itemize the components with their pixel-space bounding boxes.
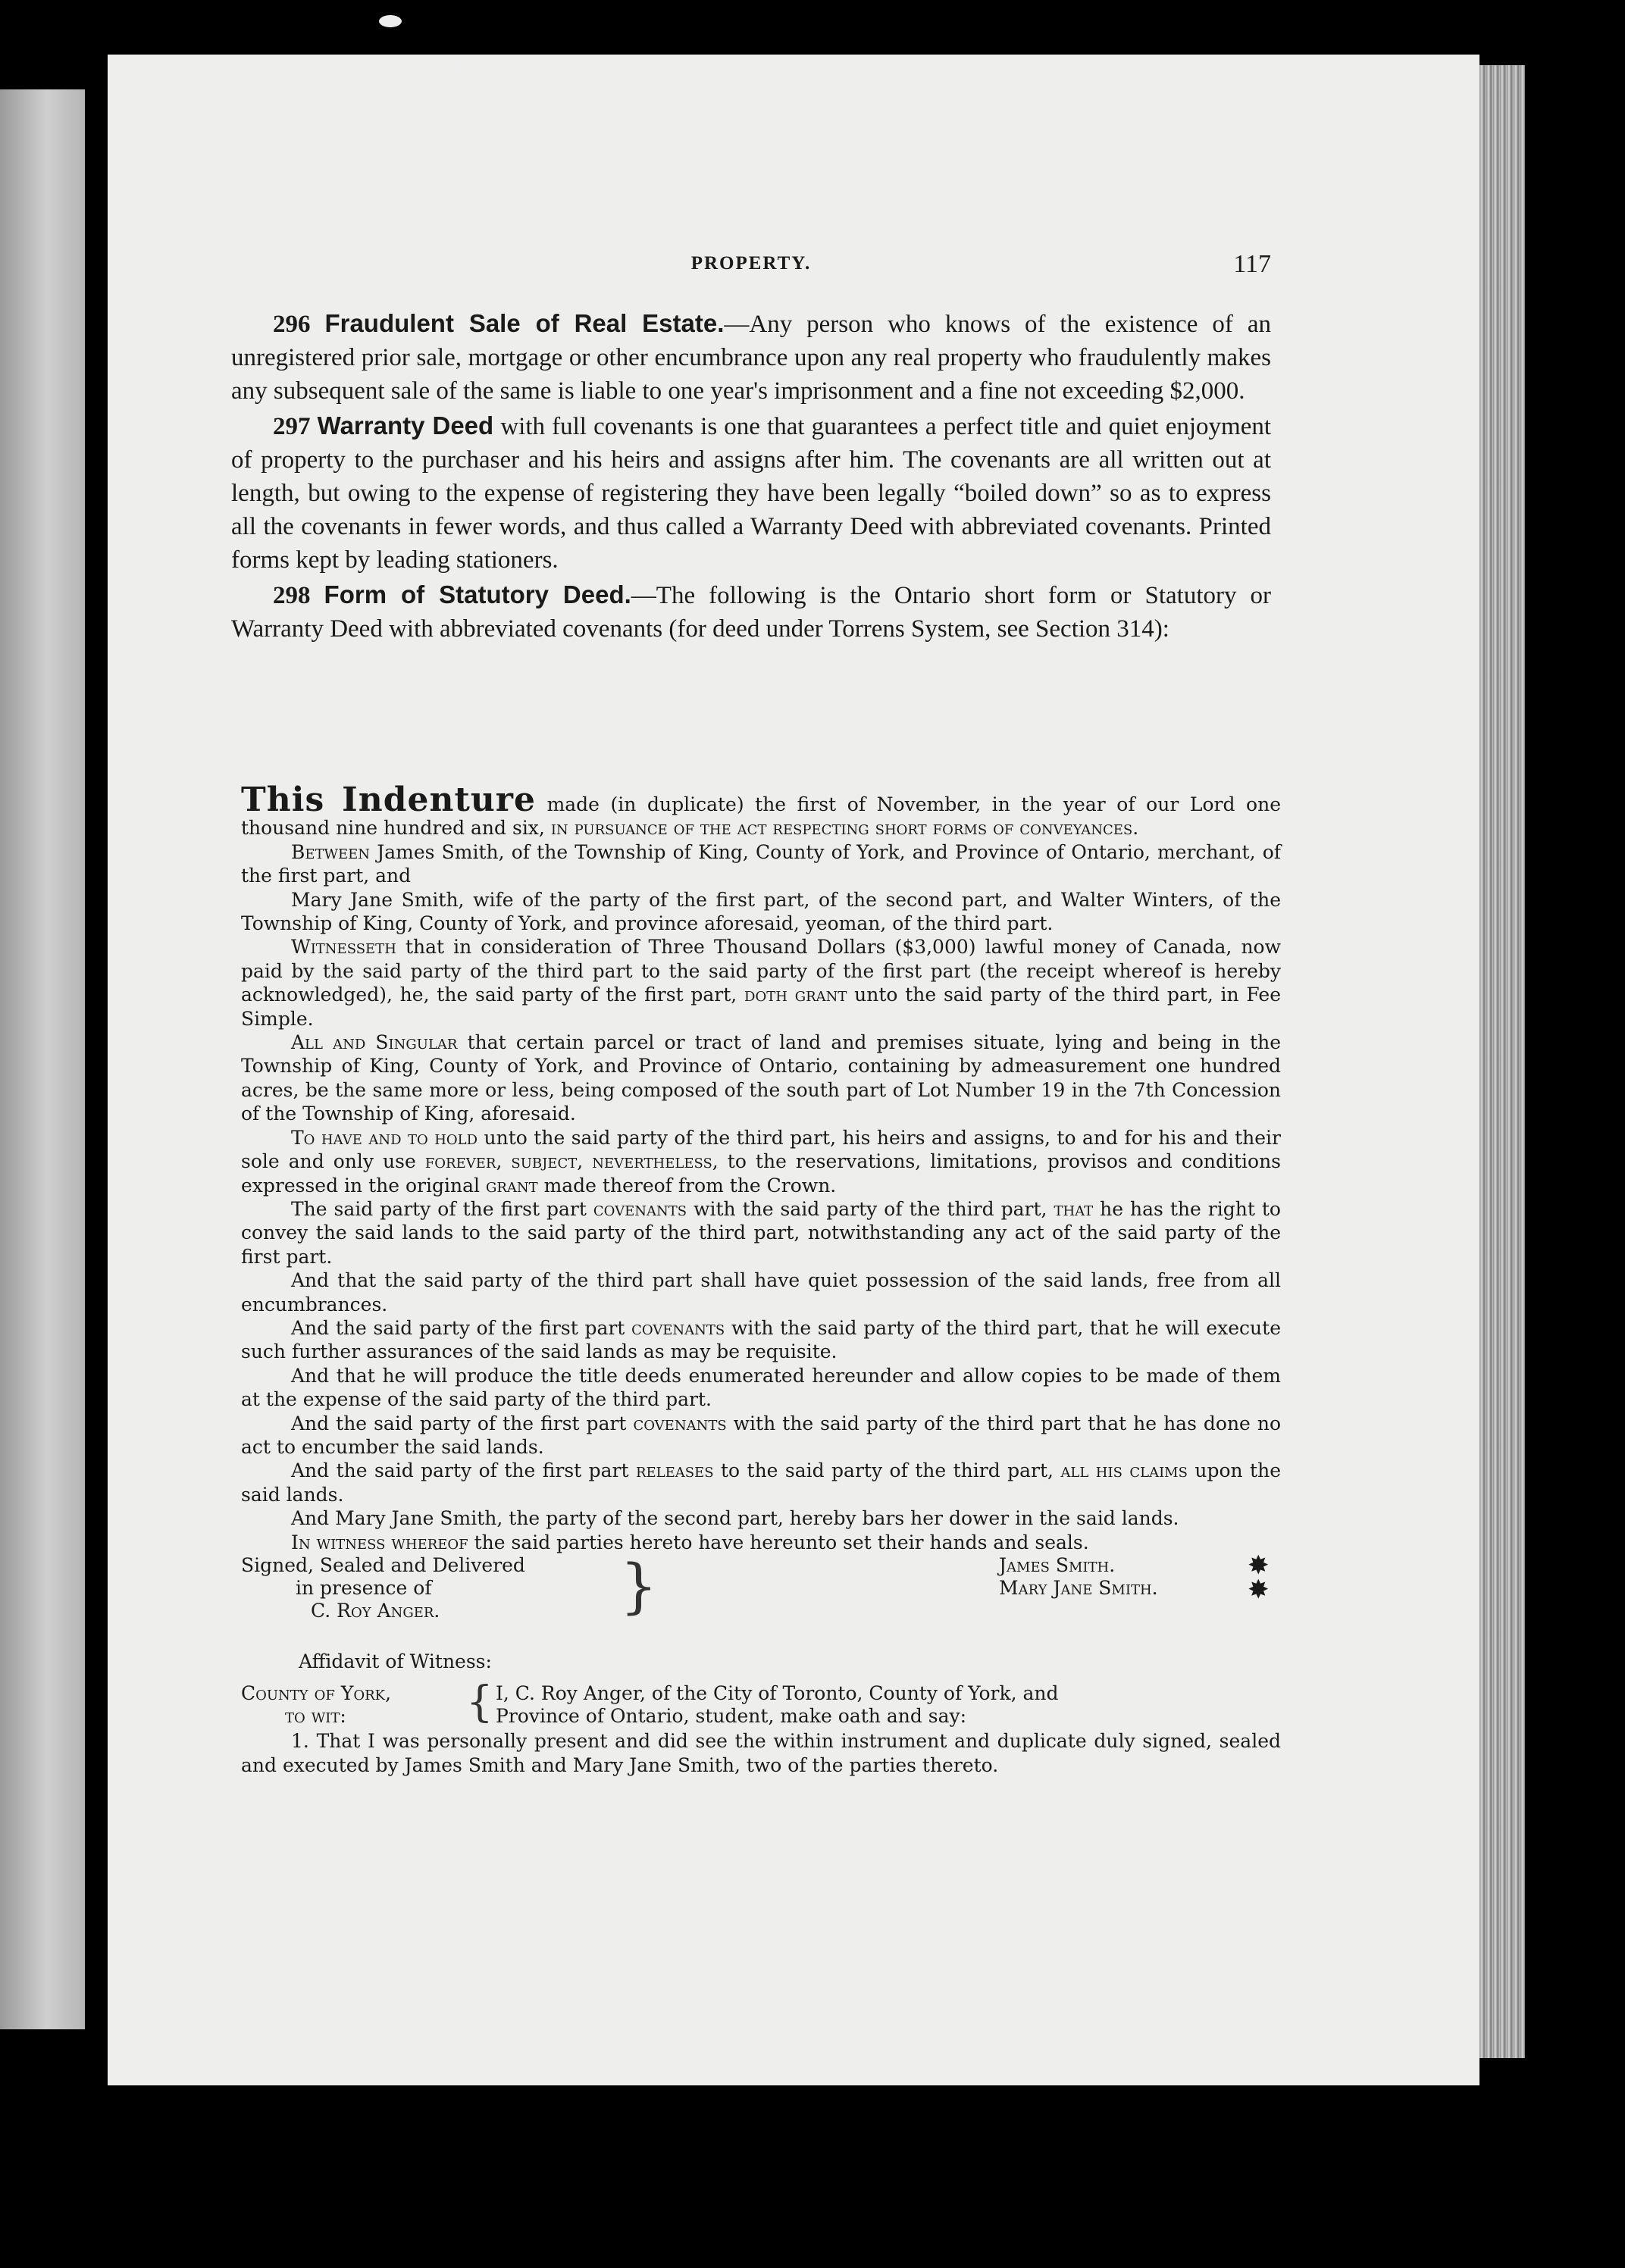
section-number: 297 xyxy=(273,413,311,440)
scan-speck xyxy=(451,62,460,71)
section-296 xyxy=(231,307,1271,408)
statute-sections xyxy=(231,307,1271,647)
in-witness-text: the said parties hereto have hereunto set their hands and seals. xyxy=(468,1531,1089,1553)
deed-witnesseth xyxy=(241,935,1281,1031)
section-title: Form of Statutory Deed. xyxy=(324,580,631,608)
witnesseth-text: that in consideration of Three Thousand Dollars ($3,000) lawful money of Canada, now paid by the said party of the third part to the said party of the first part (the receipt whereof is hereby acknowledged), he, the said party of the first part, xyxy=(241,936,1281,1006)
attestation xyxy=(241,1554,525,1622)
facing-page-edge xyxy=(0,89,85,2029)
affidavit-venue xyxy=(241,1678,1281,1729)
signature-mary-jane-smith: Mary Jane Smith. xyxy=(999,1577,1158,1599)
deed-covenant-quiet-possession: And that the said party of the third part shall have quiet possession of the said lands, free from all encumbrances. xyxy=(241,1269,1281,1315)
section-text: —The following is the Ontario short form or Statutory or Warranty Deed with abbreviated covenants (for deed under Torrens System, see Section 314): xyxy=(231,582,1272,643)
covenant-text: upon the said lands. xyxy=(241,1459,1281,1506)
section-title: Fraudulent Sale of Real Estate. xyxy=(324,309,725,337)
deed-between xyxy=(241,840,1281,888)
to-have-text-2: to the reservations, limitations, provisos and conditions expressed in the original xyxy=(241,1150,1281,1197)
covenant-text: The said party of the first part xyxy=(291,1197,593,1220)
signature-block xyxy=(241,1550,1281,1622)
brace-glyph: } xyxy=(620,1553,658,1621)
county-line-1: County of York, xyxy=(241,1682,392,1705)
covenants-caps: covenants xyxy=(631,1316,725,1339)
deed-covenant-further-assurance xyxy=(241,1316,1281,1364)
deed-habendum xyxy=(241,1126,1281,1197)
section-number: 298 xyxy=(273,582,311,609)
page-number: 117 xyxy=(1233,250,1271,278)
covenant-text: with the said party of the third part, xyxy=(687,1197,1054,1220)
releases-caps: releases xyxy=(635,1459,714,1482)
deed-covenant-no-encumbrance xyxy=(241,1412,1281,1459)
covenant-text: And the said party of the first part xyxy=(291,1412,634,1434)
to-have-text: unto the said party of the third part, his heirs and assigns, to and for his and their sole and only use xyxy=(241,1126,1281,1173)
seal-icon: ✸ xyxy=(1248,1575,1270,1605)
venue-label xyxy=(241,1682,391,1728)
oath-line-1: I, C. Roy Anger, of the City of Toronto, County of York, and xyxy=(496,1682,1059,1705)
covenants-caps: covenants xyxy=(593,1197,687,1220)
covenant-text: with the said party of the third part that he has done no act to encumber the said lands. xyxy=(241,1412,1281,1458)
page-stack-edges xyxy=(1479,65,1525,2058)
signature-james-smith: James Smith. xyxy=(999,1554,1116,1576)
scan-speck xyxy=(379,15,402,27)
section-297 xyxy=(231,409,1271,577)
between-text: James Smith, of the Township of King, County of York, and Province of Ontario, merchant, of the first part, and xyxy=(241,840,1281,887)
oath-text xyxy=(496,1682,1281,1728)
county-line-2: to wit: xyxy=(285,1705,346,1728)
deed-opening xyxy=(241,781,1281,840)
witness-name: C. Roy Anger. xyxy=(311,1600,440,1622)
covenant-text: And the said party of the first part xyxy=(291,1316,632,1339)
deed-dower-bar: And Mary Jane Smith, the party of the second part, hereby bars her dower in the said lands. xyxy=(291,1507,1179,1530)
in-witness-caps: In witness whereof xyxy=(291,1531,468,1553)
grant-caps: grant xyxy=(485,1174,538,1197)
brace-glyph: { xyxy=(466,1678,493,1728)
covenant-text: to the said party of the third part, xyxy=(713,1459,1061,1482)
deed-second-party: Mary Jane Smith, wife of the party of the first part, of the second part, and Walter Winters, of the Township of King, County of York, and province aforesaid, yeoman, of the third part. xyxy=(241,888,1281,935)
covenant-text: And the said party of the first part xyxy=(291,1459,636,1482)
deed-covenant-title-deeds: And that he will produce the title deeds enumerated hereunder and allow copies to be made of them at the expense of the said party of the third part. xyxy=(241,1364,1281,1411)
all-his-claims-caps: all his claims xyxy=(1060,1459,1188,1482)
affidavit-item-1: 1. That I was personally present and did see the within instrument and duplicate duly signed, sealed and executed by James Smith and Mary Jane Smith, two of the parties thereto. xyxy=(241,1730,1281,1776)
deed-opening-text: made (in duplicate) the first of November, in the year of our Lord one thousand nine hundred and six, xyxy=(241,793,1281,840)
forever-caps: forever, subject, nevertheless, xyxy=(424,1150,719,1173)
deed-release xyxy=(241,1459,1281,1506)
statutory-deed-form xyxy=(241,781,1282,1777)
oath-line-2: Province of Ontario, student, make oath and say: xyxy=(496,1705,967,1728)
witnesseth-caps: Witnesseth xyxy=(291,936,396,959)
covenant-text: he has the right to convey the said lands to the said party of the third part, notwithstanding any act of the said party of the first part. xyxy=(241,1197,1281,1268)
signed-line-1: Signed, Sealed and Delivered xyxy=(241,1554,525,1576)
running-head: PROPERTY. xyxy=(690,253,812,274)
section-text: with full covenants is one that guarantees a perfect title and quiet enjoyment of property to the purchaser and his heirs and assigns after him. The covenants are all written out at length, but owing to the expense of registering they have been legally “boiled down” so as to express all the covenants in fewer words, and thus called a Warranty Deed with abbreviated covenants. Printed forms kept by leading stationers. xyxy=(231,413,1272,574)
witnesseth-end: unto the said party of the third part, in Fee Simple. xyxy=(241,984,1281,1030)
section-title: Warranty Deed xyxy=(317,411,494,440)
section-number: 296 xyxy=(273,311,311,338)
deed-opening-caps: in pursuance of the act respecting short forms of conveyances. xyxy=(550,817,1139,840)
section-text: —Any person who knows of the existence of an unregistered prior sale, mortgage or other encumbrance upon any real property who fraudulently makes any subsequent sale of the same is liable to one year's imprisonment and a fine not exceeding $2,000. xyxy=(231,311,1271,405)
section-298 xyxy=(231,578,1271,646)
deed-testimonium xyxy=(241,1531,1281,1554)
signatures xyxy=(999,1554,1158,1600)
seal-icon: ✸ xyxy=(1248,1550,1270,1581)
deed-covenant-right-to-convey xyxy=(241,1197,1281,1269)
deed-all-and-singular xyxy=(241,1031,1281,1126)
to-have-caps: To have and to hold xyxy=(291,1126,478,1149)
deed-heading: This Indenture xyxy=(241,781,536,819)
between-caps: Between xyxy=(291,840,371,863)
affidavit-title: Affidavit of Witness: xyxy=(299,1650,492,1672)
doth-grant-caps: doth grant xyxy=(744,984,847,1006)
all-and-singular-text: that certain parcel or tract of land and premises situate, lying and being in the Township of King, County of York, and Province of Ontario, containing by admeasurement one hundred acres, be the same more or less, being composed of the south part of Lot Number 19 in the 7th Concession of the Township of King, aforesaid. xyxy=(241,1031,1281,1125)
that-caps: that xyxy=(1054,1197,1094,1220)
covenants-caps: covenants xyxy=(633,1412,727,1434)
signed-line-2: in presence of xyxy=(296,1577,432,1599)
all-and-singular-caps: All and Singular xyxy=(291,1031,458,1054)
covenant-text: with the said party of the third part, that he will execute such further assurances of the said lands as may be requisite. xyxy=(241,1316,1282,1363)
page-header xyxy=(231,250,1271,288)
to-have-end: made thereof from the Crown. xyxy=(537,1174,837,1197)
